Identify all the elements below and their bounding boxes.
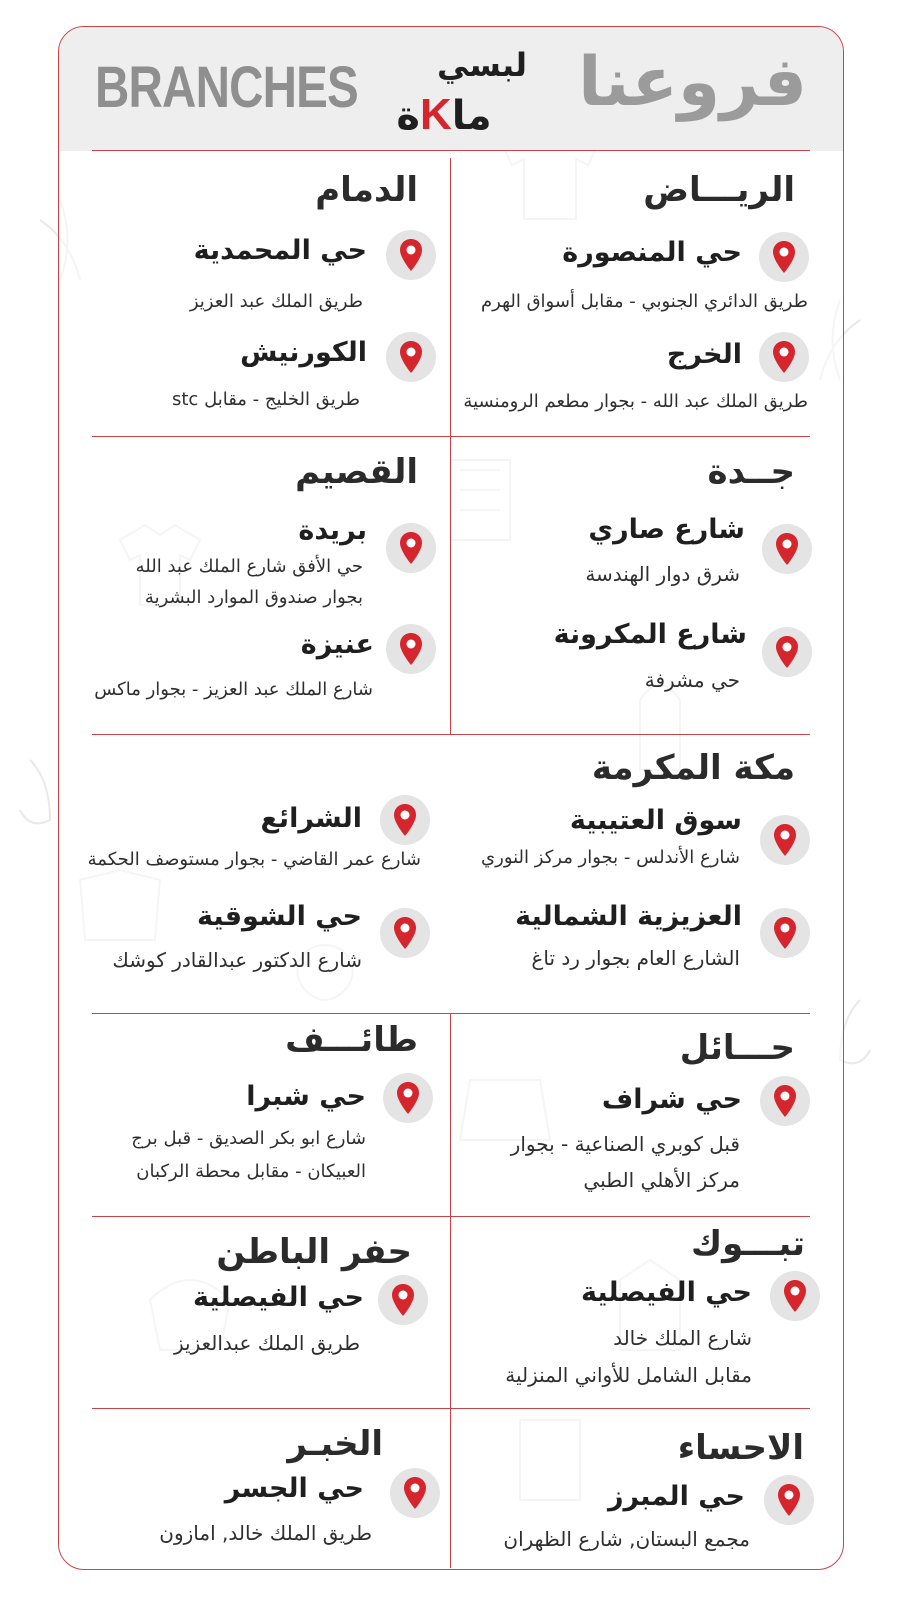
region-makkah: مكة المكرمة	[591, 748, 795, 788]
divider-v1	[450, 158, 451, 436]
address-khobar-jisr: طريق الملك خالد, امازون	[159, 1521, 372, 1545]
branch-qassim-buraidah: بريدة	[298, 515, 367, 546]
address-jeddah-sari: شرق دوار الهندسة	[585, 562, 740, 586]
branch-dammam-mohammadia: حي المحمدية	[193, 235, 367, 266]
divider-h1	[92, 150, 810, 151]
address-qassim-unaizah: شارع الملك عبد العزيز - بجوار ماكس	[94, 679, 373, 700]
branch-makkah-shoqiya: حي الشوقية	[196, 901, 362, 932]
branch-hail-sharaf: حي شراف	[601, 1084, 742, 1115]
address-qassim-buraidah-1: حي الأفق شارع الملك عبد الله	[135, 556, 363, 577]
title-arabic: فروعنا	[578, 43, 807, 122]
divider-h3	[92, 734, 810, 735]
title-english: BRANCHES	[95, 55, 358, 120]
brand-logo	[379, 46, 528, 139]
location-pin-icon	[762, 524, 812, 574]
address-taif-shubra-1: شارع ابو بكر الصديق - قبل برج	[131, 1128, 366, 1149]
logo-bottom-text	[379, 90, 509, 139]
location-pin-icon	[380, 908, 430, 958]
location-pin-icon	[380, 795, 430, 845]
branch-jeddah-makarona: شارع المكرونة	[553, 619, 747, 650]
address-taif-shubra-2: العبيكان - مقابل محطة الركبان	[136, 1161, 366, 1182]
divider-v3	[450, 1013, 451, 1568]
region-jeddah: جــدة	[707, 452, 795, 492]
location-pin-icon	[764, 1475, 814, 1525]
location-pin-icon	[762, 627, 812, 677]
location-pin-icon	[760, 908, 810, 958]
divider-h5	[92, 1216, 810, 1217]
location-pin-icon	[390, 1468, 440, 1518]
address-tabuk-faisaliya-2: مقابل الشامل للأواني المنزلية	[505, 1363, 752, 1387]
location-pin-icon	[383, 1073, 433, 1123]
branch-makkah-sharaie: الشرائع	[260, 803, 362, 834]
branch-tabuk-faisaliya: حي الفيصلية	[580, 1277, 752, 1308]
branch-jeddah-sari: شارع صاري	[588, 514, 745, 545]
address-qassim-buraidah-2: بجوار صندوق الموارد البشرية	[144, 587, 363, 608]
address-dammam-corniche: طريق الخليج - مقابل stc	[172, 389, 360, 410]
logo-part-1: ما	[451, 93, 492, 139]
region-ahsa: الاحساء	[677, 1428, 804, 1468]
address-ahsa-mubarraz: مجمع البستان, شارع الظهران	[503, 1527, 750, 1551]
branch-khobar-jisr: حي الجسر	[224, 1473, 364, 1504]
location-pin-icon	[770, 1271, 820, 1321]
address-hail-sharaf-2: مركز الأهلي الطبي	[583, 1168, 740, 1192]
address-makkah-aziziya: الشارع العام بجوار رد تاغ	[531, 946, 740, 970]
address-tabuk-faisaliya-1: شارع الملك خالد	[613, 1326, 752, 1350]
location-pin-icon	[386, 624, 436, 674]
location-pin-icon	[378, 1275, 428, 1325]
address-jeddah-makarona: حي مشرفة	[644, 668, 740, 692]
branch-riyadh-kharj: الخرج	[666, 339, 742, 370]
branch-hafar-faisaliya: حي الفيصلية	[192, 1282, 364, 1313]
branch-taif-shubra: حي شبرا	[246, 1081, 366, 1112]
location-pin-icon	[759, 232, 809, 282]
logo-part-2: ة	[396, 93, 421, 139]
divider-h2	[92, 436, 810, 437]
address-riyadh-mansoura: طريق الدائري الجنوبي - مقابل أسواق الهرم	[481, 291, 808, 312]
branch-qassim-unaizah: عنيزة	[300, 629, 374, 660]
branch-riyadh-mansoura: حي المنصورة	[562, 237, 742, 268]
logo-top-text: لبسي	[437, 46, 528, 84]
divider-h6	[92, 1408, 810, 1409]
region-dammam: الدمام	[315, 170, 418, 210]
address-dammam-mohammadia: طريق الملك عبد العزيز	[189, 291, 363, 312]
location-pin-icon	[760, 1076, 810, 1126]
region-hail: حـــائل	[679, 1028, 795, 1068]
region-tabuk: تبـــوك	[691, 1224, 805, 1264]
header-bar	[59, 27, 843, 151]
address-hail-sharaf-1: قبل كوبري الصناعية - بجوار	[510, 1132, 740, 1156]
region-khobar: الخبـر	[287, 1424, 383, 1464]
region-hafar-albatin: حفر الباطن	[216, 1232, 412, 1272]
location-pin-icon	[386, 523, 436, 573]
address-hafar-faisaliya: طريق الملك عبدالعزيز	[173, 1331, 360, 1355]
branch-dammam-corniche: الكورنيش	[240, 337, 367, 368]
location-pin-icon	[760, 815, 810, 865]
location-pin-icon	[386, 332, 436, 382]
location-pin-icon	[386, 230, 436, 280]
branch-ahsa-mubarraz: حي المبرز	[607, 1481, 745, 1512]
branch-makkah-aziziya: العزيزية الشمالية	[515, 901, 742, 932]
divider-h4	[92, 1013, 810, 1014]
address-riyadh-kharj: طريق الملك عبد الله - بجوار مطعم الرومنسية	[463, 391, 808, 412]
region-taif: طائـــف	[285, 1020, 418, 1060]
logo-letter-k: K	[420, 90, 452, 139]
branch-makkah-otaibiya: سوق العتيبية	[569, 805, 742, 836]
region-riyadh: الريـــاض	[643, 170, 795, 210]
region-qassim: القصيم	[295, 452, 418, 492]
address-makkah-sharaie: شارع عمر القاضي - بجوار مستوصف الحكمة	[87, 849, 421, 870]
address-makkah-shoqiya: شارع الدكتور عبدالقادر كوشك	[112, 948, 362, 972]
location-pin-icon	[759, 332, 809, 382]
address-makkah-otaibiya: شارع الأندلس - بجوار مركز النوري	[481, 847, 740, 868]
divider-v2	[450, 436, 451, 734]
